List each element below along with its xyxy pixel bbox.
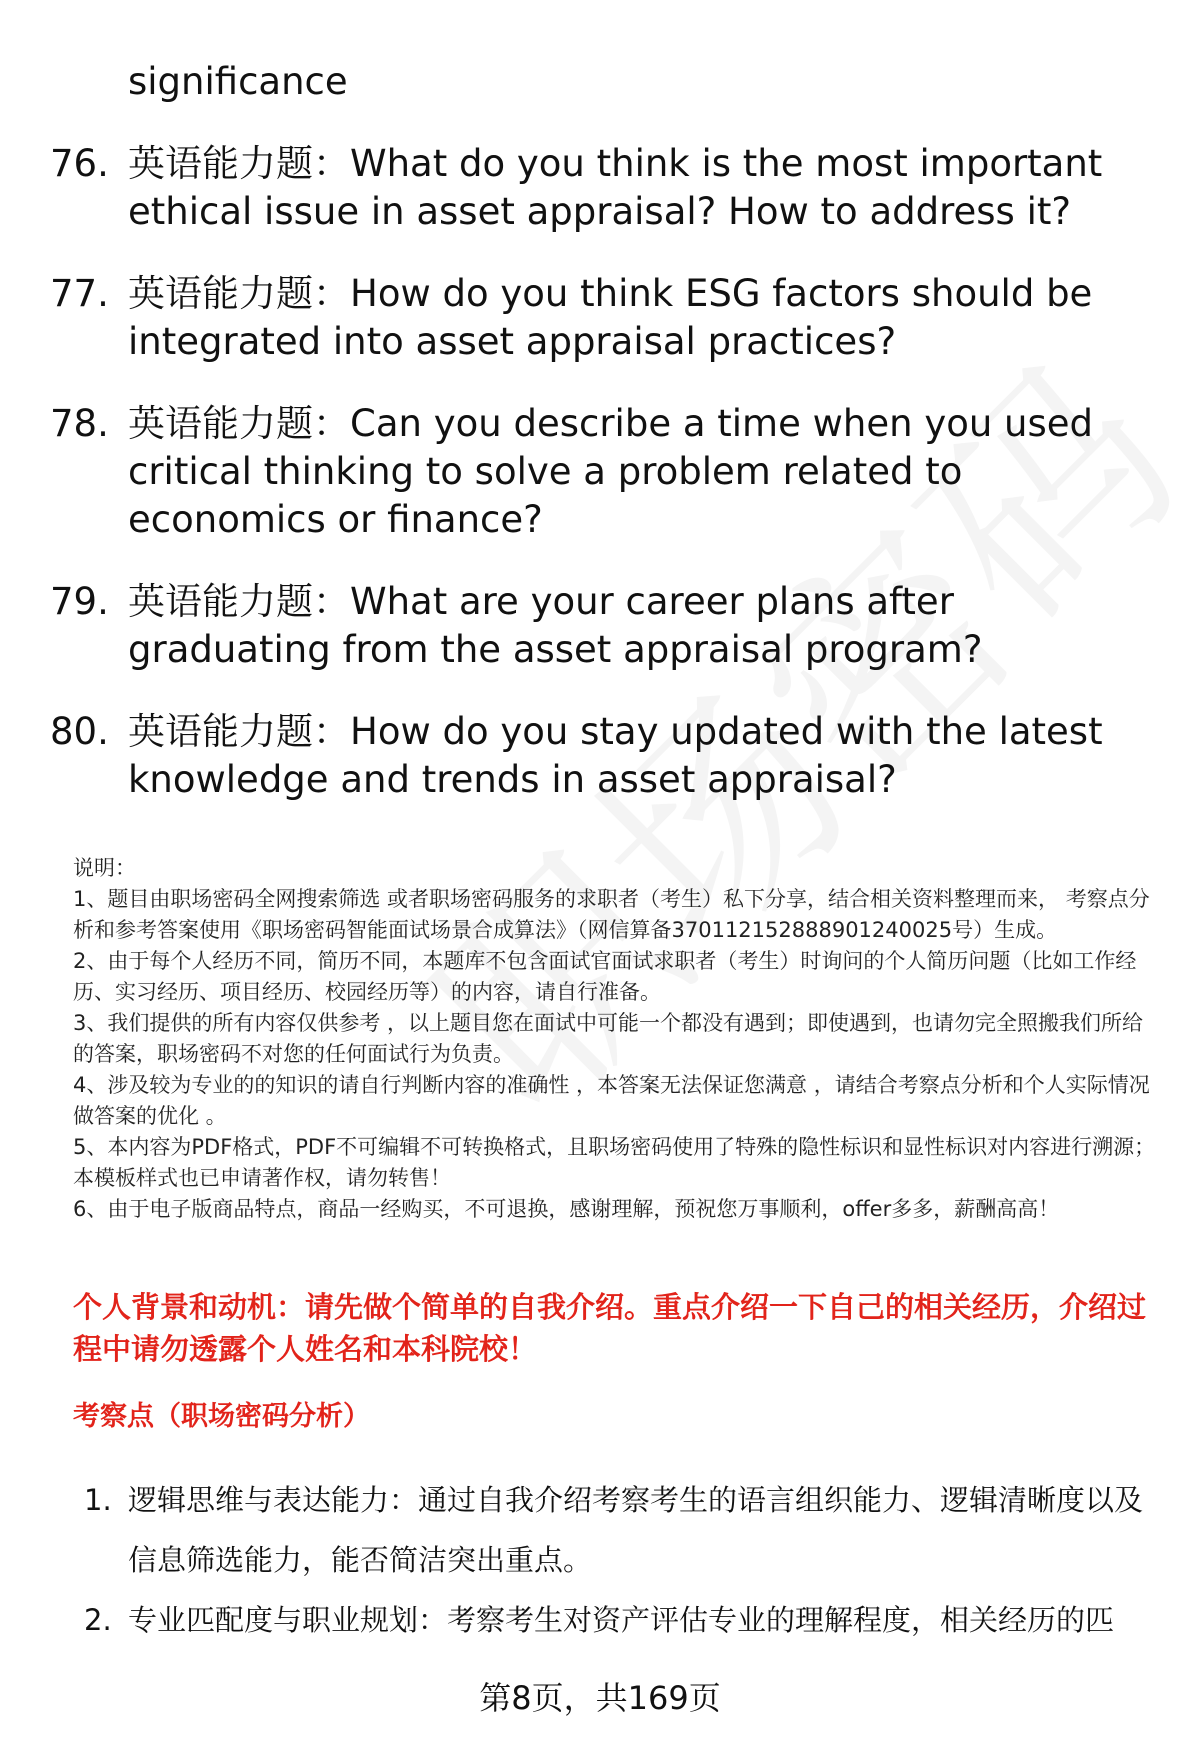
analysis-point (84, 1590, 1160, 1650)
question-text (128, 400, 1160, 544)
question-item (50, 578, 1160, 674)
section-heading: 个人背景和动机：请先做个简单的自我介绍。重点介绍一下自己的相关经历，介绍过程中请勿透露个人姓名和本科院校！ (73, 1290, 1147, 1366)
point-number: 2. (84, 1603, 112, 1637)
page-footer: 第8页，共169页 (479, 1679, 721, 1717)
question-number: 80. (50, 710, 109, 753)
question-item (50, 400, 1160, 544)
note-item: 6、由于电子版商品特点，商品一经购买，不可退换，感谢理解，预祝您万事顺利，offer多多，薪酬高高！ (73, 1197, 1060, 1221)
notes-block (73, 853, 1158, 1225)
question-item (50, 708, 1160, 804)
question-label: 英语能力题： (128, 710, 350, 753)
note-item: 3、我们提供的所有内容仅供参考 ，以上题目您在面试中可能一个都没有遇到；即使遇到，也请勿完全照搬我们所给的答案，职场密码不对您的任何面试行为负责。 (73, 1011, 1144, 1066)
question-body: What do you think is the most important ethical issue in asset appraisal? How to address it? (128, 142, 1103, 233)
note-item: 1、题目由职场密码全网搜索筛选 或者职场密码服务的求职者（考生）私下分享，结合相关资料整理而来， 考察点分析和参考答案使用《职场密码智能面试场景合成算法》（网信算备370112152888901240025号）生成。 (73, 887, 1150, 942)
note-item: 5、本内容为PDF格式，PDF不可编辑不可转换格式，且职场密码使用了特殊的隐性标识和显性标识对内容进行溯源；本模板样式也已申请著作权，请勿转售！ (73, 1135, 1156, 1190)
question-text (128, 140, 1160, 236)
question-body: What are your career plans after graduating from the asset appraisal program? (128, 580, 983, 671)
notes-title: 说明： (73, 856, 136, 880)
note-item: 4、涉及较为专业的的知识的请自行判断内容的准确性 ，本答案无法保证您满意 ，请结合考察点分析和个人实际情况做答案的优化 。 (73, 1073, 1150, 1128)
point-text: 逻辑思维与表达能力：通过自我介绍考察考生的语言组织能力、逻辑清晰度以及信息筛选能力，能否简洁突出重点。 (128, 1483, 1144, 1577)
analysis-points (84, 1470, 1160, 1650)
question-item (50, 270, 1160, 366)
question-body: How do you think ESG factors should be integrated into asset appraisal practices? (128, 272, 1093, 363)
question-text (128, 270, 1160, 366)
point-text: 专业匹配度与职业规划：考察考生对资产评估专业的理解程度，相关经历的匹 (128, 1603, 1115, 1637)
point-number: 1. (84, 1483, 112, 1517)
question-number: 78. (50, 402, 109, 445)
note-item: 2、由于每个人经历不同，简历不同，本题库不包含面试官面试求职者（考生）时询问的个人简历问题（比如工作经历、实习经历、项目经历、校园经历等）的内容，请自行准备。 (73, 949, 1137, 1004)
question-body: Can you describe a time when you used critical thinking to solve a problem related to economics or finance? (128, 402, 1094, 541)
question-text (128, 708, 1160, 804)
question-label: 英语能力题： (128, 580, 350, 623)
question-label: 英语能力题： (128, 142, 350, 185)
section-subheading: 考察点（职场密码分析） (73, 1401, 370, 1432)
question-continuation: significance (128, 60, 348, 103)
question-label: 英语能力题： (128, 272, 350, 315)
question-number: 77. (50, 272, 109, 315)
question-label: 英语能力题： (128, 402, 350, 445)
analysis-point (84, 1470, 1160, 1590)
question-number: 79. (50, 580, 109, 623)
question-number: 76. (50, 142, 109, 185)
question-text (128, 578, 1160, 674)
question-item (50, 140, 1160, 236)
question-list (50, 58, 1160, 804)
question-body: How do you stay updated with the latest knowledge and trends in asset appraisal? (128, 710, 1103, 801)
